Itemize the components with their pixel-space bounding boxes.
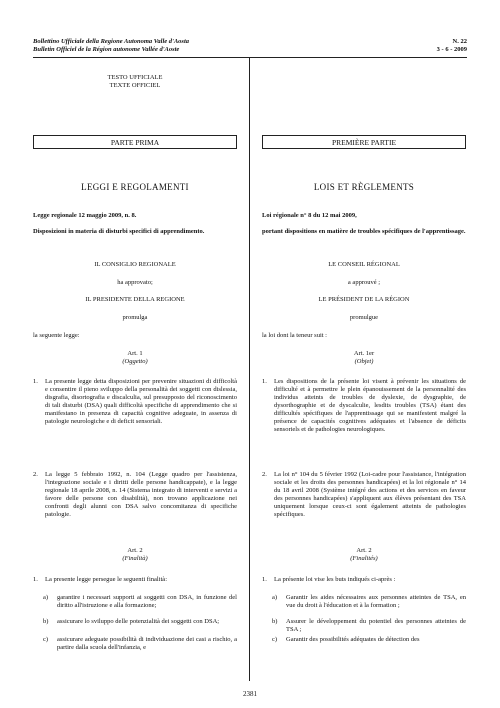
testo-ufficiale: TESTO UFFICIALE (107, 74, 163, 81)
article-2-title-it: (Finalità) (122, 555, 148, 562)
bulletin-header-title (33, 38, 189, 54)
article-2-item-a-fr: a) Garantir les aides nécessaires aux personnes atteintes de TSA, en vue du droit à l'éducation et à la formation ; (272, 594, 466, 609)
article-2-item-c-fr: c) Garantir des possibilités adéquates de détection des (272, 636, 420, 643)
article-2-item-c-it: c) assicurare adeguate possibilità di individuazione dei casi a rischio, a partire dalla scuola dell'infanzia, e (43, 636, 237, 651)
issue-number: N. 22 (452, 38, 467, 45)
part-box-fr: PREMIÈRE PARTIE (262, 135, 466, 149)
law-title-it: Legge regionale 12 maggio 2009, n. 8. (33, 212, 137, 219)
president-it: IL PRESIDENTE DELLA REGIONE (85, 296, 185, 303)
article-1-heading-it (33, 350, 237, 366)
texte-officiel: TEXTE OFFICIEL (109, 82, 161, 89)
column-divider (249, 58, 250, 681)
article-2-label-it: Art. 2 (127, 547, 143, 554)
council-fr: LE CONSEIL RÉGIONAL (328, 261, 400, 268)
article-1-para-2-fr: 2. La loi n° 104 du 5 février 1992 (Loi-cadre pour l'assistance, l'intégration sociale et les droits des personnes handicapées) et la loi régionale n° 14 du 18 avril 2008 (Système intégré des actions et des services en faveur des personnes handicapées) s'appliquent aux élèves présentant des TSA uniquement lorsque ceux-ci sont également atteints de pathologies spécifiques. (262, 471, 466, 518)
article-1-heading-fr (262, 350, 466, 366)
article-1-para-1-fr: 1. Les dispositions de la présente loi visent à prévenir les situations de difficulté et à permettre le plein épanouissement de la personnalité des individus atteints de troubles de dyslexie, de dysgraphie, de dysorthographie et de dyscalculie, lesdits troubles (TSA) étant des difficultés spécifiques de l'apprentissage qui se manifestent malgré la présence de capacités cognitives adéquates et l'absence de déficits sensoriels et de pathologies neurologiques. (262, 378, 466, 433)
approved-fr: a approuvé ; (347, 279, 381, 286)
article-2-item-a-it: a) garantire i necessari supporti ai soggetti con DSA, in funzione del diritto all'istruzione e alla formazione; (43, 594, 237, 609)
article-2-item-b-fr: b) Assurer le développement du potentiel des personnes atteintes de TSA ; (272, 618, 466, 633)
page-number: 2381 (243, 690, 257, 698)
section-title-it: LEGGI E REGOLAMENTI (81, 182, 189, 192)
article-2-para-1-it: 1. La presente legge persegue le seguenti finalità: (33, 576, 168, 583)
official-text-label (33, 74, 237, 90)
article-1-label-it: Art. 1 (127, 350, 143, 357)
bulletin-title-it: Bollettino Ufficiale della Regione Autonoma Valle d'Aosta (33, 38, 190, 45)
approved-it: ha approvato; (117, 279, 153, 286)
law-subject-it: Disposizioni in materia di disturbi specifici di apprendimento. (33, 228, 205, 235)
article-2-label-fr: Art. 2 (356, 547, 372, 554)
intro-fr: la loi dont la teneur suit : (262, 332, 327, 339)
law-title-fr: Loi régionale n° 8 du 12 mai 2009, (262, 212, 357, 219)
article-2-title-fr: (Finalités) (350, 555, 378, 562)
article-1-para-2-it: 2. La legge 5 febbraio 1992, n. 104 (Legge quadro per l'assistenza, l'integrazione sociale e i diritti delle persone handicappate), e la legge regionale 18 aprile 2008, n. 14 (Sistema integrato di interventi e servizi a favore delle persone con disabilità), non trovano applicazione nei confronti degli alunni con DSA salvo concomitanza di specifiche patologie. (33, 471, 237, 518)
law-subject-fr: portant dispositions en matière de troubles spécifiques de l'apprentissage. (262, 228, 466, 235)
article-1-title-it: (Oggetto) (122, 358, 148, 365)
header-divider (33, 57, 467, 58)
issue-date: 3 - 6 - 2009 (436, 46, 467, 53)
article-1-title-fr: (Objet) (354, 358, 374, 365)
intro-it: la seguente legge: (33, 332, 80, 339)
section-title-fr: LOIS ET RÈGLEMENTS (313, 182, 415, 192)
part-box-it: PARTE PRIMA (33, 135, 237, 149)
article-2-item-b-it: b) assicurare lo sviluppo delle potenzialità dei soggetti con DSA; (43, 618, 220, 625)
article-2-para-1-fr: 1. La présente loi vise les buts indiqués ci-après : (262, 576, 396, 583)
bulletin-header-issue (437, 38, 467, 54)
article-1-para-1-it: 1. La presente legge detta disposizioni per prevenire situazioni di difficoltà e consentire il pieno sviluppo della personalità dei soggetti con dislessia, disgrafia, disortografia e discalculia, sul presupposto del riconoscimento di tali disturbi (DSA) quali difficoltà specifiche di apprendimento che si manifestano in presenza di capacità cognitive adeguate, in assenza di patologie neurologiche e di deficit sensoriali. (33, 378, 237, 425)
article-1-label-fr: Art. 1er (353, 350, 375, 357)
council-it: IL CONSIGLIO REGIONALE (94, 261, 176, 268)
bulletin-title-fr: Bulletin Officiel de la Région autonome Vallée d'Aoste (33, 46, 180, 53)
promulga-fr: promulgue (349, 314, 379, 321)
article-2-heading-fr (262, 547, 466, 563)
article-2-heading-it (33, 547, 237, 563)
president-fr: LE PRÉSIDENT DE LA RÉGION (318, 296, 410, 303)
promulga-it: promulga (122, 314, 148, 321)
